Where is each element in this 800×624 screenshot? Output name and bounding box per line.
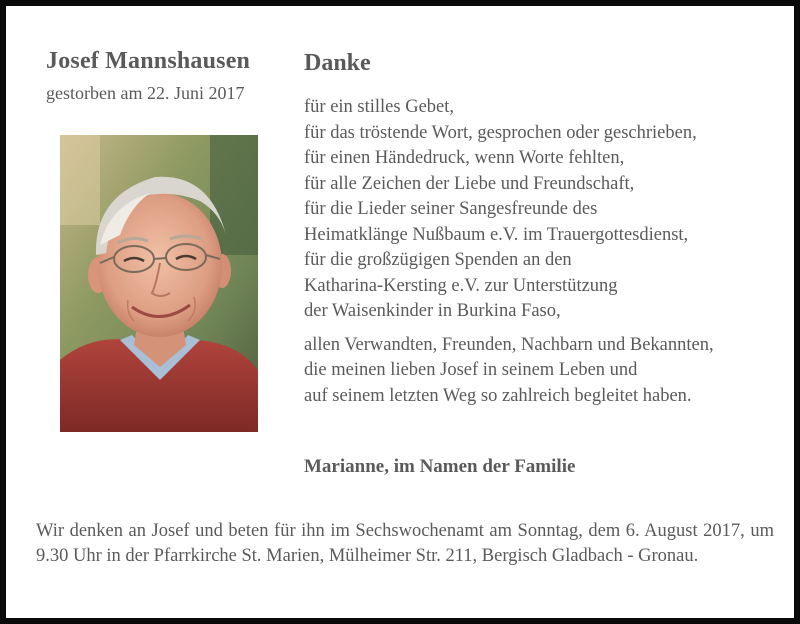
thanks-line: auf seinem letzten Weg so zahlreich begleitet haben. [304, 385, 692, 406]
signature: Marianne, im Namen der Familie [304, 456, 576, 477]
thanks-line: Heimatklänge Nußbaum e.V. im Trauergottesdienst, [304, 224, 689, 245]
thanks-heading: Danke [304, 50, 371, 76]
thanks-line: der Waisenkinder in Burkina Faso, [304, 301, 561, 321]
thanks-line: für alle Zeichen der Liebe und Freundschaft, [304, 173, 635, 194]
memorial-mass-notice: Wir denken an Josef und beten für ihn im Sechswochenamt am Sonntag, dem 6. August 2017, um 9.30 Uhr in der Pfarrkirche St. Marien, Mülheimer Str. 211, Bergisch Gladbach - Gronau. [36, 521, 774, 566]
deceased-name: Josef Mannshausen [46, 48, 251, 74]
thanks-line: für ein stilles Gebet, [304, 97, 455, 117]
thanks-line: allen Verwandten, Freunden, Nachbarn und Bekannten, [304, 334, 714, 355]
death-date: gestorben am 22. Juni 2017 [46, 83, 245, 103]
thanks-line: Katharina-Kersting e.V. zur Unterstützung [304, 275, 618, 296]
thanks-line: die meinen lieben Josef in seinem Leben und [304, 360, 638, 380]
thanks-line: für die großzügigen Spenden an den [304, 250, 572, 270]
portrait-illustration [60, 135, 258, 432]
thanks-line: für einen Händedruck, wenn Worte fehlten, [304, 148, 625, 168]
thanks-line: für die Lieder seiner Sangesfreunde des [304, 199, 598, 219]
thanks-line: für das tröstende Wort, gesprochen oder geschrieben, [304, 122, 697, 143]
portrait-photo [60, 135, 258, 432]
thanks-lines [304, 95, 714, 409]
